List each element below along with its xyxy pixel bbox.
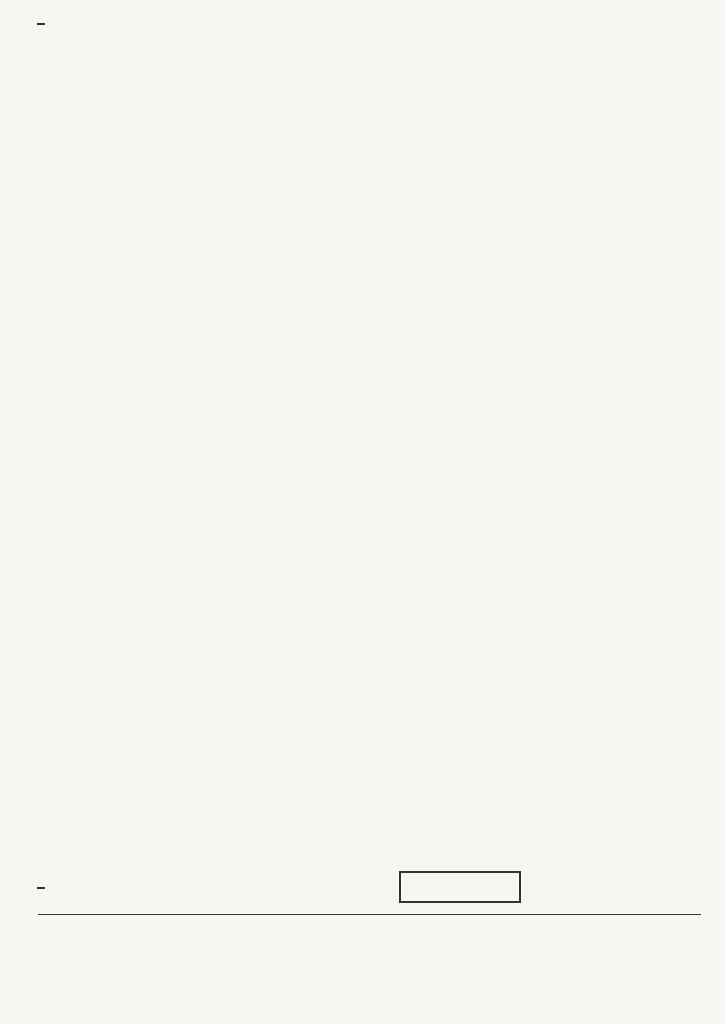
divider — [38, 914, 701, 915]
total-section-number — [37, 887, 45, 889]
total-title — [37, 876, 53, 892]
total-value-box[interactable] — [399, 871, 521, 903]
